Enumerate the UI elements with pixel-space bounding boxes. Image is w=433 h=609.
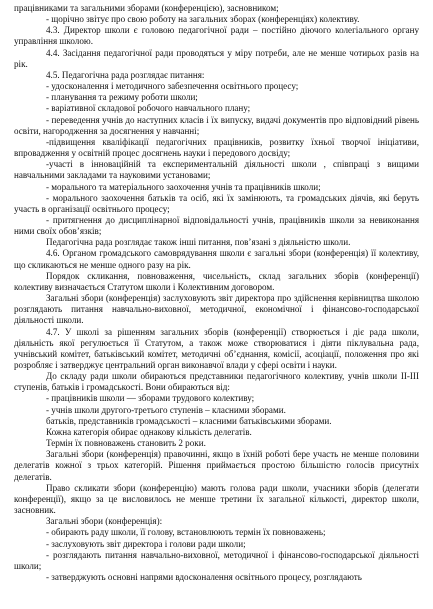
document-paragraph: Порядок скликання, повноваження, чисельність, склад загальних зборів (конференції) колективу визначається Статутом школи і Колективним договором.	[14, 270, 419, 292]
document-paragraph: - розглядають питання навчально-виховної, методичної і фінансово-господарської діяльності школи;	[14, 549, 419, 571]
document-paragraph: Загальні збори (конференція) заслуховують звіт директора про здійснення керівництва школою розглядають питання навчально-виховної, методичної, економічної і фінансово-господарської діяльності школи.	[14, 293, 419, 326]
document-paragraph: Загальні збори (конференція):	[46, 516, 163, 527]
document-paragraph: - планування та режиму роботи школи;	[46, 92, 198, 103]
document-paragraph: 4.6. Органом громадського самоврядування школи є загальні збори (конференція) її колективу, що скликаються не менше одного разу на рік.	[14, 248, 419, 270]
document-paragraph: - щорічно звітує про свою роботу на загальних зборах (конференціях) колективу.	[46, 14, 360, 25]
document-paragraph: Педагогічна рада розглядає також інші питання, пов’язані з діяльністю школи.	[46, 237, 351, 248]
document-paragraph: - затверджують основні напрями вдосконалення освітнього процесу, розглядають	[46, 571, 362, 582]
document-paragraph: 4.4. Засідання педагогічної ради проводяться у міру потреби, але не менше чотирьох разів на рік.	[14, 47, 419, 69]
document-paragraph: батьків, представників громадськості – класними батьківськими зборами.	[46, 415, 332, 426]
document-paragraph: Загальні збори (конференція) правочинні, якщо в їхній роботі бере участь не менше половини делегатів кожної з трьох категорій. Рішення приймається простою більшістю голосів присутніх делегатів.	[14, 449, 419, 482]
document-paragraph: - морального заохочення батьків та осіб, які їх замінюють, та громадських діячів, які беруть участь в організації освітнього процесу;	[14, 192, 419, 214]
document-paragraph: - варіативної складової робочого навчального плану;	[46, 103, 251, 114]
document-paragraph: - обирають раду школи, її голову, встановлюють термін їх повноважень;	[46, 527, 326, 538]
document-paragraph: 4.7. У школі за рішенням загальних зборів (конференції) створюється і діє рада школи, діяльність якої регулюється її Статутом, а також може створюватися і діяти піклувальна рада, учнівський комітет, батьківський комітет, методичні об’єднання, комісії, асоціації, положення про які розробляє і затверджує центральний орган виконавчої влади у сфері освіти і науки.	[14, 326, 419, 370]
document-paragraph: - учнів школи другого-третього ступенів – класними зборами.	[46, 404, 286, 415]
document-paragraph: Кожна категорія обирає однакову кількість делегатів.	[46, 426, 252, 437]
document-paragraph: 4.3. Директор школи є головою педагогічної ради – постійно діючого колегіального органу управління школою.	[14, 25, 419, 47]
document-paragraph: - удосконалення і методичного забезпечення освітнього процесу;	[46, 81, 299, 92]
document-paragraph: Право скликати збори (конференцію) мають голова ради школи, учасники зборів (делегати конференції), якщо за це висловилось не менше третини їх загальної кількості, директор школи, засновник.	[14, 482, 419, 516]
document-paragraph: -участі в інноваційній та експериментальній діяльності школи , співпраці з вищими навчальними закладами та науковими установами;	[14, 159, 419, 181]
document-paragraph: - морального та матеріального заохочення учнів та працівників школи;	[46, 181, 321, 192]
document-paragraph: працівниками та загальними зборами (конференцією), засновником;	[14, 3, 279, 13]
document-paragraph: -підвищення кваліфікації педагогічних працівників, розвитку їхньої творчої ініціативи, впровадження у освітній процес досягнень науки і передового досвіду;	[14, 136, 419, 159]
document-paragraph: До складу ради школи обираються представники педагогічного колективу, учнів школи ІІ-ІІІ ступенів, батьків і громадськості. Вони обираються від:	[14, 371, 419, 393]
document-paragraph: Термін їх повноважень становить 2 роки.	[46, 438, 206, 449]
document-paragraph: 4.5. Педагогічна рада розглядає питання:	[46, 69, 205, 80]
document-paragraph: - притягнення до дисциплінарної відповідальності учнів, працівників школи за невиконання ними своїх обов’язків;	[14, 214, 419, 237]
document-paragraph: - працівників школи — зборами трудового колективу;	[46, 393, 255, 404]
document-paragraph: - заслуховують звіт директора і голови ради школи;	[46, 538, 246, 549]
document-paragraph: - переведення учнів до наступних класів і їх випуску, видачі документів про відповідний рівень освіти, нагородження за досягнення у навчанні;	[14, 114, 419, 136]
